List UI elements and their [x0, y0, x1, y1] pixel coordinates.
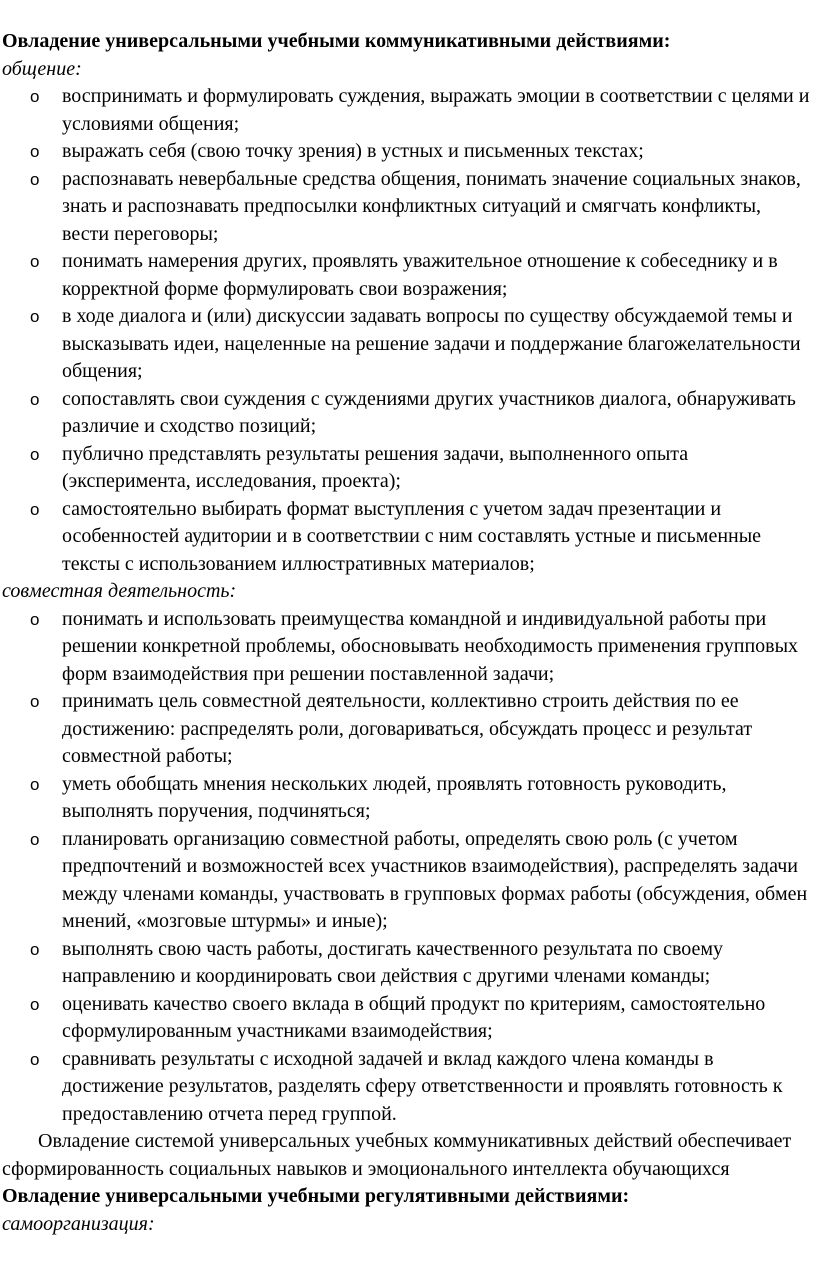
list-item	[0, 936, 814, 991]
summary-paragraph: Овладение системой универсальных учебных коммуникативных действий обеспечивает сформированность социальных навыков и эмоционального интеллекта обучающихся	[2, 1130, 792, 1180]
list-item-text: выполнять свою часть работы, достигать качественного результата по своему направлению и координировать свои действия с другими членами команды;	[62, 937, 724, 987]
subsection-title-communication: общение:	[2, 57, 82, 80]
list-item-text: принимать цель совместной деятельности, коллективно строить действия по ее достижению: распределять роли, договариваться, обсуждать процесс и результат совместной работы;	[62, 690, 753, 767]
subsection-title-self-organization: самоорганизация:	[2, 1212, 155, 1235]
list-item	[0, 991, 814, 1046]
list-item	[0, 83, 814, 138]
list-item	[0, 441, 814, 496]
list-item-text: сопоставлять свои суждения с суждениями других участников диалога, обнаруживать различие и сходство позиций;	[62, 387, 796, 437]
bullet-icon: o	[30, 994, 40, 1014]
list-item	[0, 138, 814, 166]
list-item-text: публично представлять результаты решения задачи, выполненного опыта (эксперимента, исследования, проекта);	[62, 442, 689, 492]
list-item	[0, 248, 814, 303]
bullet-icon: o	[30, 774, 40, 794]
bullet-icon: o	[30, 389, 40, 409]
bullet-icon: o	[30, 307, 40, 326]
bullet-icon: o	[30, 87, 40, 106]
list-item-text: понимать намерения других, проявлять уважительное отношение к собеседнику и в корректной форме формулировать свои возражения;	[62, 250, 778, 300]
list-item-text: распознавать невербальные средства общения, понимать значение социальных знаков, знать и распознавать предпосылки конфликтных ситуаций и смягчать конфликты, вести переговоры;	[62, 167, 801, 245]
bullet-icon: o	[30, 169, 40, 189]
bullet-icon: o	[30, 1049, 40, 1069]
list-item	[0, 496, 814, 579]
list-item-text: сравнивать результаты с исходной задачей и вклад каждого члена команды в достижение результатов, разделять сферу ответственности и проявлять готовность к предоставлению отчета перед группой.	[62, 1047, 783, 1125]
list-item	[0, 166, 814, 249]
list-item	[0, 826, 814, 936]
list-item-text: самостоятельно выбирать формат выступления с учетом задач презентации и особенностей аудитории и в соответствии с ним составлять устные и письменные тексты с использованием иллюстративных материалов;	[62, 497, 762, 575]
list-item-text: планировать организацию совместной работы, определять свою роль (с учетом предпочтений и возможностей всех участников взаимодействия), распределять задачи между членами команды, участвовать в групповых формах работы (обсуждения, обмен мнений, «мозговые штурмы» и иные);	[62, 827, 808, 932]
list-item-text: в ходе диалога и (или) дискуссии задавать вопросы по существу обсуждаемой темы и высказывать идеи, нацеленные на решение задачи и поддержание благожелательности общения;	[62, 305, 801, 382]
list-item	[0, 688, 814, 771]
section-heading-communicative: Овладение универсальными учебными коммуникативными действиями:	[2, 30, 671, 52]
document-page	[0, 28, 814, 1238]
subsection-title-joint-activity: совместная деятельность:	[2, 580, 237, 602]
list-item-text: уметь обобщать мнения нескольких людей, проявлять готовность руководить, выполнять поручения, подчиняться;	[62, 772, 727, 822]
bullet-icon: o	[30, 939, 40, 959]
list-item	[0, 771, 814, 826]
list-item	[0, 606, 814, 689]
list-item-text: оценивать качество своего вклада в общий продукт по критериям, самостоятельно сформулированным участниками взаимодействия;	[62, 992, 766, 1042]
bullet-icon: o	[30, 609, 40, 629]
bullet-icon: o	[30, 829, 40, 849]
section-heading-regulatory: Овладение универсальными учебными регулятивными действиями:	[2, 1185, 630, 1207]
bullet-icon: o	[30, 444, 40, 464]
list-item	[0, 303, 814, 386]
bullet-icon: o	[30, 252, 40, 271]
list-item-text: выражать себя (свою точку зрения) в устных и письменных текстах;	[62, 140, 644, 162]
communication-list	[0, 83, 814, 578]
list-item-text: воспринимать и формулировать суждения, выражать эмоции в соответствии с целями и условиями общения;	[62, 85, 810, 135]
bullet-icon: o	[30, 142, 40, 161]
joint-activity-list	[0, 606, 814, 1129]
bullet-icon: o	[30, 692, 40, 711]
bullet-icon: o	[30, 499, 40, 519]
list-item	[0, 386, 814, 441]
list-item-text: понимать и использовать преимущества командной и индивидуальной работы при решении конкретной проблемы, обосновывать необходимость применения групповых форм взаимодействия при решении поставленной задачи;	[62, 607, 799, 685]
list-item	[0, 1046, 814, 1129]
